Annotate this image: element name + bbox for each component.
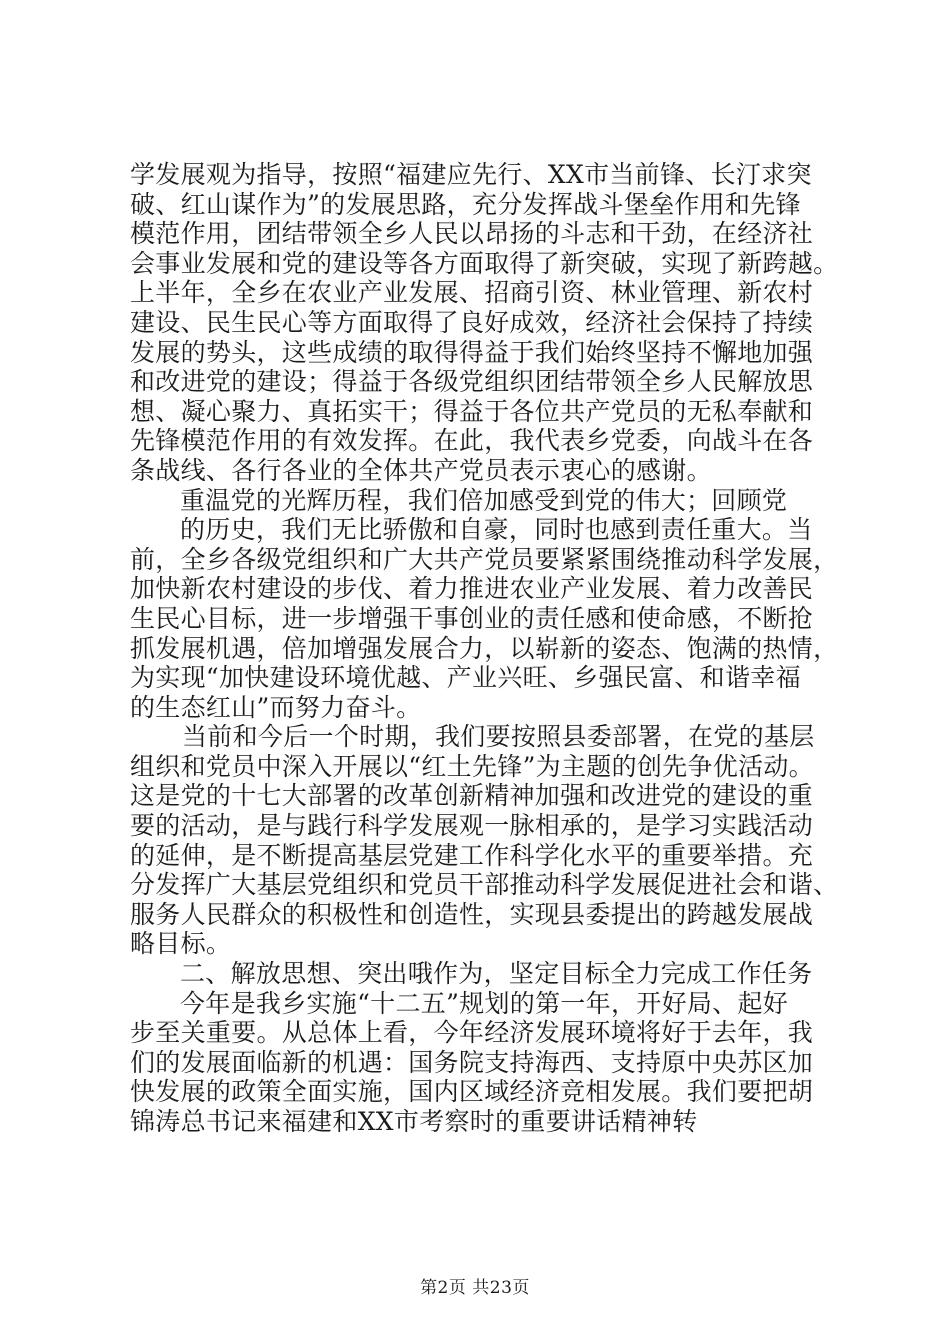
text-line: 的延伸，是不断提高基层党建工作科学化水平的重要举措。充 [130,840,814,870]
text-line: 的历史，我们无比骄傲和自豪，同时也感到责任重大。当 [180,515,813,545]
text-line: 们的发展面临新的机遇：国务院支持海西、支持原中央苏区加 [130,1047,814,1077]
text-line: 这是党的十七大部署的改革创新精神加强和改进党的建设的重 [130,781,814,811]
text-line: 模范作用，团结带领全乡人民以昂扬的斗志和干劲，在经济社 [130,219,814,249]
text-line: 和改进党的建设；得益于各级党组织团结带领全乡人民解放思 [130,367,814,397]
text-line: 的生态红山”而努力奋斗。 [130,692,422,722]
text-line: 会事业发展和党的建设等各方面取得了新突破，实现了新跨越。 [130,248,839,278]
text-line: 前，全乡各级党组织和广大共产党员要紧紧围绕推动科学发展， [130,544,839,574]
text-line: 服务人民群众的积极性和创造性，实现县委提出的跨越发展战 [130,899,814,929]
text-line: 生民心目标，进一步增强干事创业的责任感和使命感，不断抢 [130,603,814,633]
page-number-footer: 第2页 共23页 [420,1278,530,1298]
paragraph-start-line: 当前和今后一个时期，我们要按照县委部署，在党的基层 [182,722,815,752]
text-line: 发展的势头，这些成绩的取得得益于我们始终坚持不懈地加强 [130,337,814,367]
text-line: 建设、民生民心等方面取得了良好成效，经济社会保持了持续 [130,307,814,337]
document-body [130,160,850,1137]
text-line: 分发挥广大基层党组织和党员干部推动科学发展促进社会和谐、 [130,870,839,900]
text-line: 上半年，全乡在农业产业发展、招商引资、林业管理、新农村 [130,278,814,308]
text-line: 学发展观为指导，按照“福建应先行、XX市当前锋、长汀求突 [130,160,812,189]
text-line: 略目标。 [130,929,232,959]
text-line: 抓发展机遇，倍加增强发展合力，以崭新的姿态、饱满的热情， [130,633,839,663]
text-line: 先锋模范作用的有效发挥。在此，我代表乡党委，向战斗在各 [130,426,814,456]
paragraph-start-line: 重温党的光辉历程，我们倍加感受到党的伟大；回顾党 [180,485,788,515]
text-line: 加快新农村建设的步伐、着力推进农业产业发展、着力改善民 [130,574,814,604]
text-line: 快发展的政策全面实施，国内区域经济竞相发展。我们要把胡 [130,1077,814,1107]
text-line: 条战线、各行各业的全体共产党员表示衷心的感谢。 [130,455,712,485]
text-line: 步至关重要。从总体上看，今年经济发展环境将好于去年，我 [130,1018,814,1048]
section-heading: 二、解放思想、突出哦作为，坚定目标全力完成工作任务 [180,959,813,989]
text-line: 要的活动，是与践行科学发展观一脉相承的，是学习实践活动 [130,811,814,841]
paragraph-start-line: 今年是我乡实施“十二五”规划的第一年，开好局、起好 [180,988,789,1018]
text-line: 破、红山谋作为”的发展思路，充分发挥战斗堡垒作用和先锋 [130,189,801,219]
text-line: 为实现“加快建设环境优越、产业兴旺、乡强民富、和谐幸福 [130,663,801,693]
text-line: 锦涛总书记来福建和XX市考察时的重要讲话精神转 [130,1107,698,1136]
text-line: 想、凝心聚力、真拓实干；得益于各位共产党员的无私奉献和 [130,396,814,426]
text-line: 组织和党员中深入开展以“红土先锋”为主题的创先争优活动。 [130,751,814,781]
